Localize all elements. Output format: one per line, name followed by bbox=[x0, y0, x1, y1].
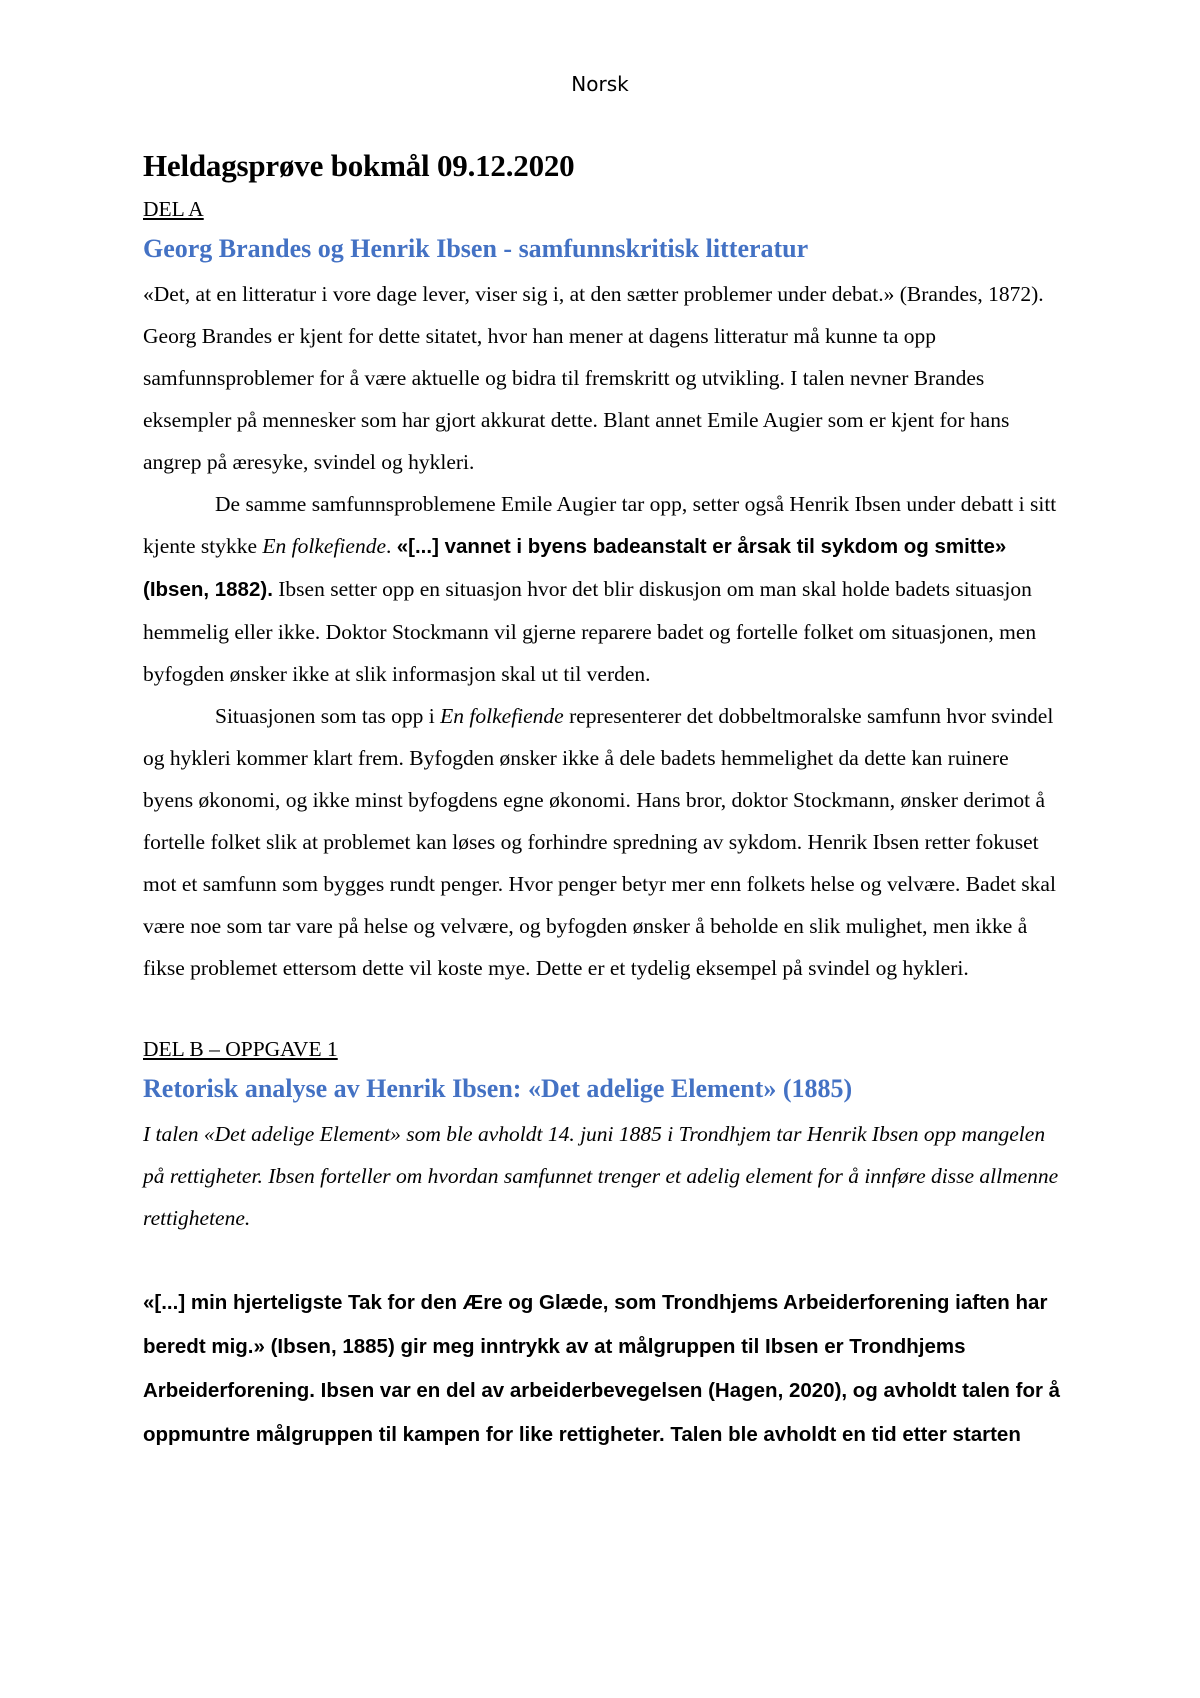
part-b-paragraph-1: «[...] min hjerteligste Tak for den Ære og Glæde, som Trondhjems Arbeiderforening iaften har beredt mig.» (Ibsen, 1885) gir meg inntrykk av at målgruppen til Ibsen er Trondhjems Arbeiderforening. Ibsen var en del av arbeiderbevegelsen (Hagen, 2020), og avholdt talen for å oppmuntre målgruppen til kampen for like rettigheter. Talen ble avholdt en tid etter starten bbox=[143, 1291, 1061, 1446]
part-a-heading: Georg Brandes og Henrik Ibsen - samfunnskritisk litteratur bbox=[143, 234, 809, 263]
part-b-lead: I talen «Det adelige Element» som ble avholdt 14. juni 1885 i Trondhjem tar Henrik Ibsen opp mangelen på rettigheter. Ibsen forteller om hvordan samfunnet trenger et adelig element for å innføre disse allmenne rettighetene. bbox=[143, 1122, 1059, 1230]
paragraph-text: . bbox=[386, 534, 397, 558]
work-title: En folkefiende bbox=[262, 534, 386, 558]
part-b-heading: Retorisk analyse av Henrik Ibsen: «Det adelige Element» (1885) bbox=[143, 1074, 853, 1103]
work-title: En folkefiende bbox=[440, 704, 564, 728]
part-b-label: DEL B – OPPGAVE 1 bbox=[143, 1037, 338, 1061]
document-title: Heldagsprøve bokmål 09.12.2020 bbox=[143, 148, 575, 183]
part-a-label: DEL A bbox=[143, 197, 204, 221]
part-a-paragraph-2 bbox=[143, 483, 1063, 695]
paragraph-text: De samme samfunnsproblemene Emile Augier tar opp, setter også Henrik Ibsen under debatt i sitt kjente stykke bbox=[143, 492, 1057, 558]
paragraph-text: representerer det dobbeltmoralske samfunn hvor svindel og hykleri kommer klart frem. Byfogden ønsker ikke å dele badets hemmelighet da dette kan ruinere byens økonomi, og ikke minst byfogdens egne økonomi. Hans bror, doktor Stockmann, ønsker derimot å fortelle folket slik at problemet kan løses og forhindre spredning av sykdom. Henrik Ibsen retter fokuset mot et samfunn som bygges rundt penger. Hvor penger betyr mer enn folkets helse og velvære. Badet skal være noe som tar vare på helse og velvære, og byfogden ønsker å beholde en slik mulighet, men ikke å fikse problemet ettersom dette vil koste mye. Dette er et tydelig eksempel på svindel og hykleri. bbox=[143, 704, 1056, 980]
part-a-paragraph-1: «Det, at en litteratur i vore dage lever, viser sig i, at den sætter problemer under debat.» (Brandes, 1872). Georg Brandes er kjent for dette sitatet, hvor han mener at dagens litteratur må kunne ta opp samfunnsproblemer for å være aktuelle og bidra til fremskritt og utvikling. I talen nevner Brandes eksempler på mennesker som har gjort akkurat dette. Blant annet Emile Augier som er kjent for hans angrep på æresyke, svindel og hykleri. bbox=[143, 282, 1044, 474]
quote: «[...] vannet i byens badeanstalt er årsak til sykdom og smitte» (Ibsen, 1882). bbox=[143, 535, 1007, 601]
part-a-paragraph-3 bbox=[143, 695, 1063, 989]
running-header: Norsk bbox=[571, 72, 629, 96]
document-body bbox=[143, 144, 1063, 1457]
spacer bbox=[143, 989, 1063, 1031]
paragraph-text: Situasjonen som tas opp i bbox=[215, 704, 441, 728]
paragraph-text: Ibsen setter opp en situasjon hvor det blir diskusjon om man skal holde badets situasjon hemmelig eller ikke. Doktor Stockmann vil gjerne reparere badet og fortelle folket om situasjonen, men byfogden ønsker ikke at slik informasjon skal ut til verden. bbox=[143, 577, 1037, 686]
spacer bbox=[143, 1239, 1063, 1281]
